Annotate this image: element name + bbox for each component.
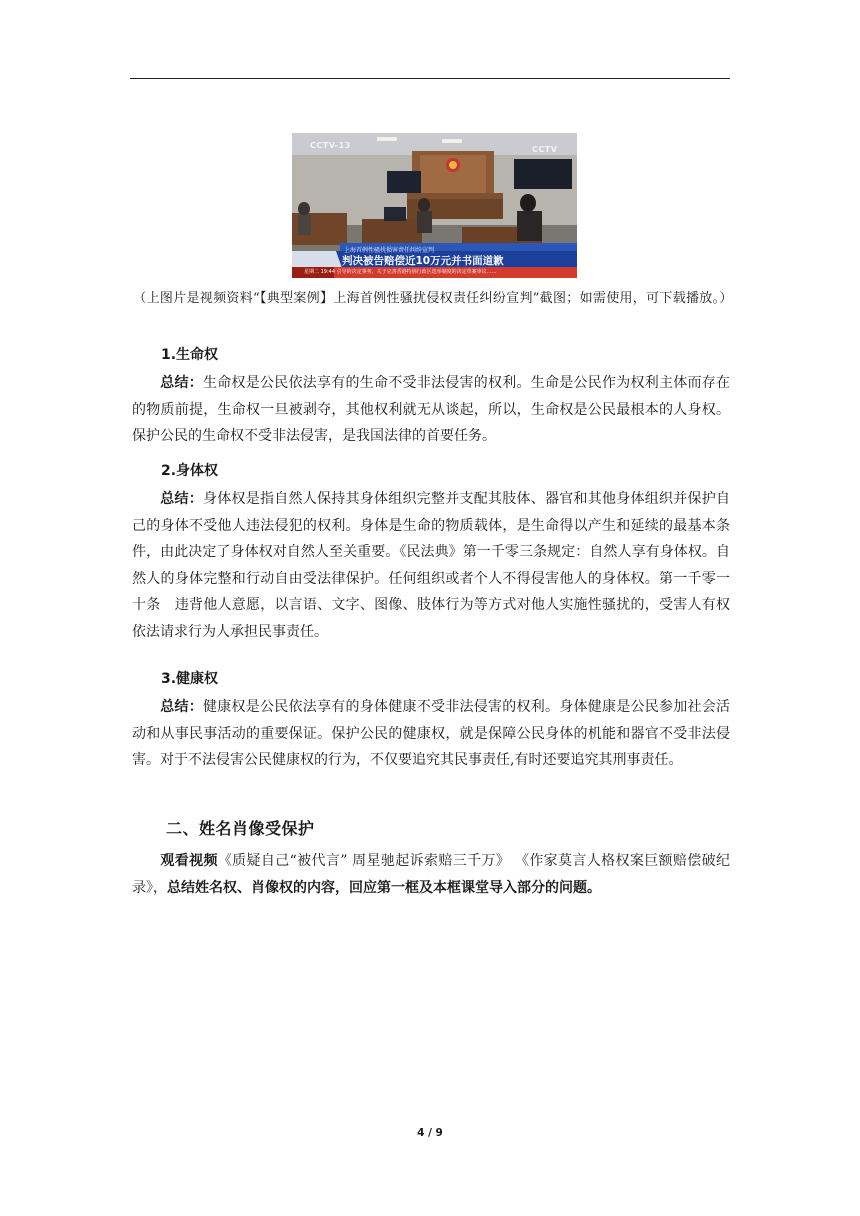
watch-video-label: 观看视频 xyxy=(160,853,218,869)
header-rule xyxy=(130,78,730,79)
summary-text: 生命权是公民依法享有的生命不受非法侵害的权利。生命是公民作为权利主体而存在的物质前提，生命权一旦被剥夺，其他权利就无从谈起，所以，生命权是公民最根本的人身权。保护公民的生命权不受非法侵害，是我国法律的首要任务。 xyxy=(132,375,730,444)
video-titles: 《质疑自己“被代言” 周星驰起诉索赔三千万》 《作家莫言人格权案巨额赔偿破纪录》， xyxy=(132,853,731,896)
news-banner-headline: 判决被告赔偿近10万元并书面道歉 xyxy=(342,255,504,267)
summary-text: 身体权是指自然人保持其身体组织完整并支配其肢体、器官和其他身体组织并保护自己的身体不受他人违法侵犯的权利。身体是生命的物质载体，是生命得以产生和延续的最基本条件，由此决定了身体权对自然人至关重要。《民法典》第一千零三条规定：自然人享有身体权。自然人的身体完整和行动自由受法律保护。任何组织或者个人不得侵害他人的身体权。第一千零一十条 违背他人意愿，以言语、文字、图像、肢体行为等方式对他人实施性骚扰的，受害人有权依法请求行为人承担民事责任。 xyxy=(132,491,730,640)
part-two-body xyxy=(132,848,730,901)
section-body-health-right xyxy=(132,694,730,774)
section-body-body-right xyxy=(132,486,730,645)
task-text: 总结姓名权、肖像权的内容，回应第一框及本框课堂导入部分的问题。 xyxy=(167,879,601,896)
section-heading-health-right: 3.健康权 xyxy=(161,671,219,687)
section-body-life-right xyxy=(132,370,730,450)
part-two-heading: 二、姓名肖像受保护 xyxy=(166,819,315,838)
summary-label: 总结： xyxy=(160,375,203,391)
cctv-logo-right: CCTV xyxy=(532,145,558,154)
news-ticker: 星期二 19:44 引导的决定事务、关于完善香港特别行政区选举制度的决定草案审议…… xyxy=(304,269,497,275)
page-number: 4 / 9 xyxy=(417,1127,443,1139)
summary-label: 总结： xyxy=(160,491,203,507)
news-banner-subtitle: 上海首例性骚扰损害责任纠纷宣判 xyxy=(344,247,435,254)
cctv-logo-left: CCTV-13 xyxy=(310,141,351,150)
figure-caption: （上图片是视频资料“【典型案例】上海首例性骚扰侵权责任纠纷宣判”截图；如需使用，可下载播放。） xyxy=(133,291,733,306)
section-heading-life-right: 1.生命权 xyxy=(161,347,219,363)
news-screenshot-image xyxy=(292,133,577,278)
summary-text: 健康权是公民依法享有的身体健康不受非法侵害的权利。身体健康是公民参加社会活动和从事民事活动的重要保证。保护公民的健康权，就是保障公民身体的机能和器官不受非法侵害。对于不法侵害公民健康权的行为，不仅要追究其民事责任,有时还要追究其刑事责任。 xyxy=(132,699,730,768)
section-heading-body-right: 2.身体权 xyxy=(161,463,219,479)
summary-label: 总结： xyxy=(160,699,203,715)
